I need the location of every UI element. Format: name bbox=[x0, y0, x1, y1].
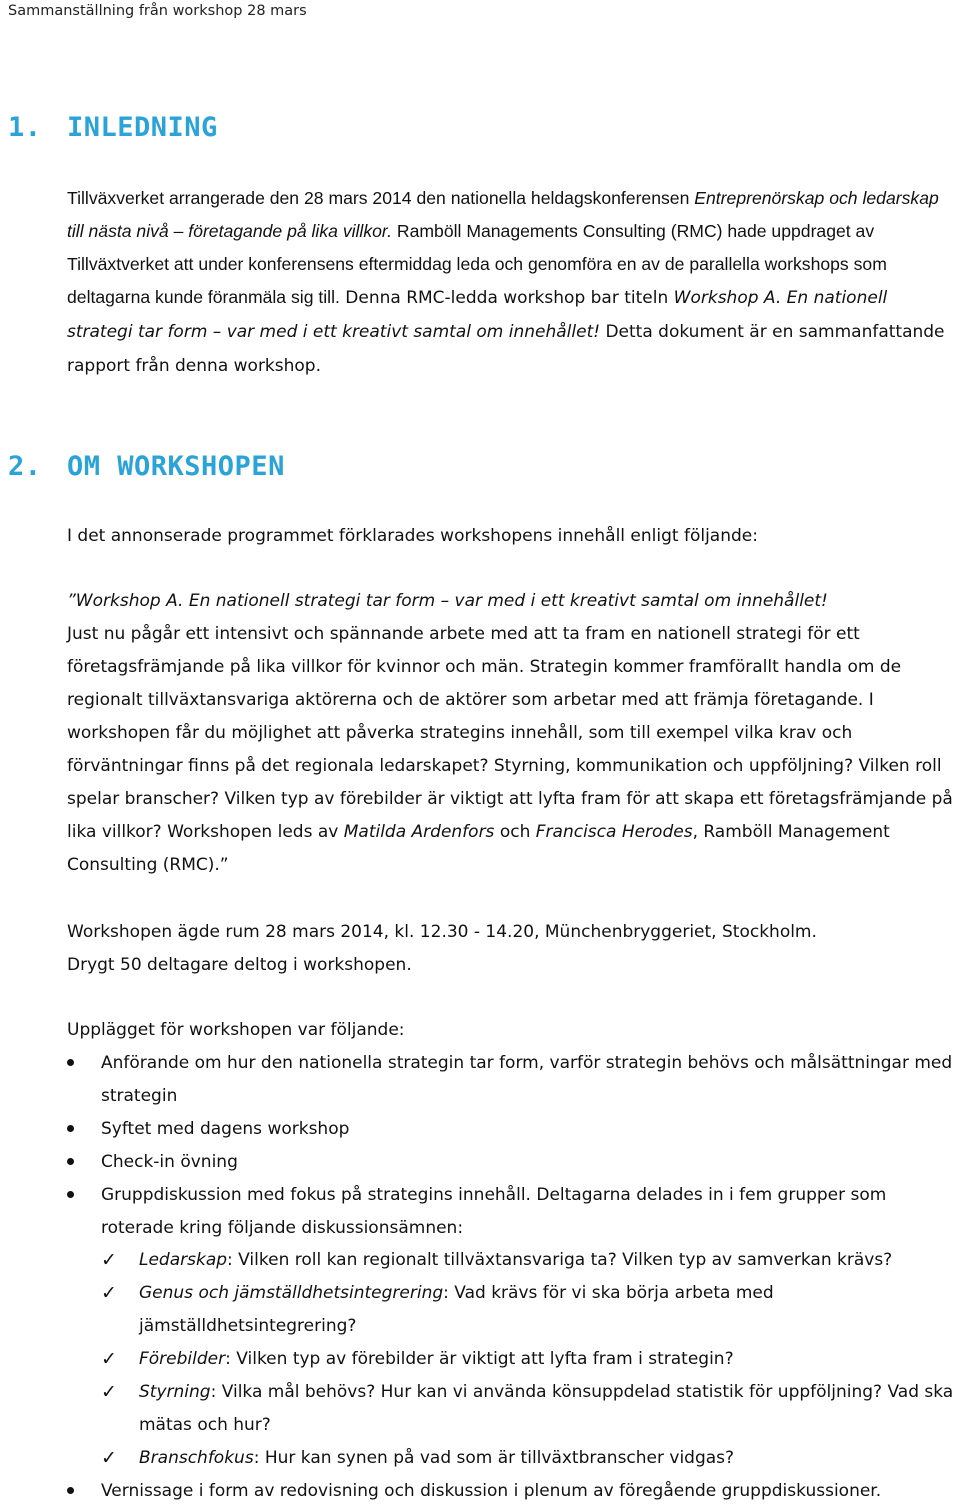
bullet-icon bbox=[67, 1487, 74, 1494]
text: och bbox=[494, 822, 536, 842]
text: Denna RMC-ledda workshop bar titeln bbox=[339, 288, 674, 308]
conference-title: Entreprenörskap och ledarskap till nästa nivå – företagande på lika villkor. bbox=[67, 188, 939, 241]
list-item: Gruppdiskussion med fokus på strategins innehåll. Deltagarna delades in i fem grupper som roterade kring följande diskussionsämnen: bbox=[101, 1185, 887, 1238]
running-header: Sammanställning från workshop 28 mars bbox=[8, 3, 307, 19]
topic-item bbox=[139, 1442, 957, 1475]
topic-text: : Hur kan synen på vad som är tillväxtbranscher vidgas? bbox=[253, 1448, 735, 1468]
text: Ramböll Managements Consulting (RMC) hade uppdraget av Tillväxtverket att under konferensens eftermiddag leda och genomföra en av de parallella workshops som deltagarna kunde föranmäla sig till. bbox=[67, 221, 887, 307]
bullet-icon bbox=[67, 1125, 74, 1132]
section-number: 1. bbox=[8, 112, 42, 143]
topic-text: : Vilken roll kan regionalt tillväxtansvariga ta? Vilken typ av samverkan krävs? bbox=[227, 1250, 893, 1270]
participant-count: Drygt 50 deltagare deltog i workshopen. bbox=[67, 955, 412, 975]
topic-item bbox=[139, 1277, 957, 1343]
topic-item bbox=[139, 1376, 957, 1442]
section-title: OM WORKSHOPEN bbox=[67, 451, 285, 482]
text: , Ramböll Management Consulting (RMC).” bbox=[67, 822, 890, 875]
topic-item bbox=[139, 1244, 957, 1277]
topic-text: : Vilken typ av förebilder är viktigt att lyfta fram i strategin? bbox=[225, 1349, 734, 1369]
list-item: Vernissage i form av redovisning och diskussion i plenum av föregående gruppdiskussioner. bbox=[101, 1481, 882, 1501]
section-number: 2. bbox=[8, 451, 42, 482]
bullet-icon bbox=[67, 1191, 74, 1198]
topic-title: Styrning bbox=[139, 1382, 211, 1402]
program-intro: I det annonserade programmet förklarades workshopens innehåll enligt följande: bbox=[67, 526, 758, 546]
bullet-icon bbox=[67, 1059, 74, 1066]
bullet-icon bbox=[67, 1158, 74, 1165]
topic-title: Branschfokus bbox=[139, 1448, 254, 1468]
intro-paragraph bbox=[67, 182, 957, 383]
topic-title: Förebilder bbox=[139, 1349, 226, 1369]
list-item: Anförande om hur den nationella strategin tar form, varför strategin behövs och målsättningar med strategin bbox=[101, 1053, 953, 1106]
workshop-time-place: Workshopen ägde rum 28 mars 2014, kl. 12.30 - 14.20, Münchenbryggeriet, Stockholm. bbox=[67, 922, 817, 942]
check-icon: ✓ bbox=[101, 1447, 117, 1469]
check-icon: ✓ bbox=[101, 1348, 117, 1370]
program-quote bbox=[67, 585, 957, 882]
leader-name: Matilda Ardenfors bbox=[343, 822, 495, 842]
section-title: INLEDNING bbox=[67, 112, 218, 143]
agenda-intro: Upplägget för workshopen var följande: bbox=[67, 1020, 405, 1040]
check-icon: ✓ bbox=[101, 1282, 117, 1304]
topic-title: Genus och jämställdhetsintegrering bbox=[139, 1283, 444, 1303]
topic-text: : Vad krävs för vi ska börja arbeta med jämställdhetsintegrering? bbox=[139, 1283, 774, 1336]
list-item: Syftet med dagens workshop bbox=[101, 1119, 350, 1139]
section-1-heading bbox=[8, 112, 218, 143]
topic-title: Ledarskap bbox=[139, 1250, 228, 1270]
check-icon: ✓ bbox=[101, 1249, 117, 1271]
topic-item bbox=[139, 1343, 957, 1376]
list-item: Check-in övning bbox=[101, 1152, 238, 1172]
leader-name: Francisca Herodes bbox=[535, 822, 693, 842]
section-2-heading bbox=[8, 451, 285, 482]
workshop-title: Workshop A. En nationell strategi tar form – var med i ett kreativt samtal om innehållet! bbox=[67, 288, 888, 342]
text: Just nu pågår ett intensivt och spännande arbete med att ta fram en nationell strategi för ett företagsfrämjande på lika villkor för kvinnor och män. Strategin kommer framförallt handla om de regionalt tillväxtansvariga aktörerna och de aktörer som arbetar med att främja företagande. I workshopen får du möjlighet att påverka strategins innehåll, som till exempel vilka krav och förväntningar finns på det regionala ledarskapet? Styrning, kommunikation och uppföljning? Vilken roll spelar branscher? Vilken typ av förebilder är viktigt att lyfta fram för att skapa ett företagsfrämjande på lika villkor? Workshopen leds av bbox=[67, 624, 953, 842]
check-icon: ✓ bbox=[101, 1381, 117, 1403]
text: Detta dokument är en sammanfattande rapport från denna workshop. bbox=[67, 322, 945, 376]
quote-title: ”Workshop A. En nationell strategi tar form – var med i ett kreativt samtal om innehållet! bbox=[67, 591, 828, 611]
topic-text: : Vilka mål behövs? Hur kan vi använda könsuppdelad statistik för uppföljning? Vad ska mätas och hur? bbox=[139, 1382, 954, 1435]
text: Tillväxverket arrangerade den 28 mars 2014 den nationella heldagskonferensen bbox=[67, 188, 695, 208]
